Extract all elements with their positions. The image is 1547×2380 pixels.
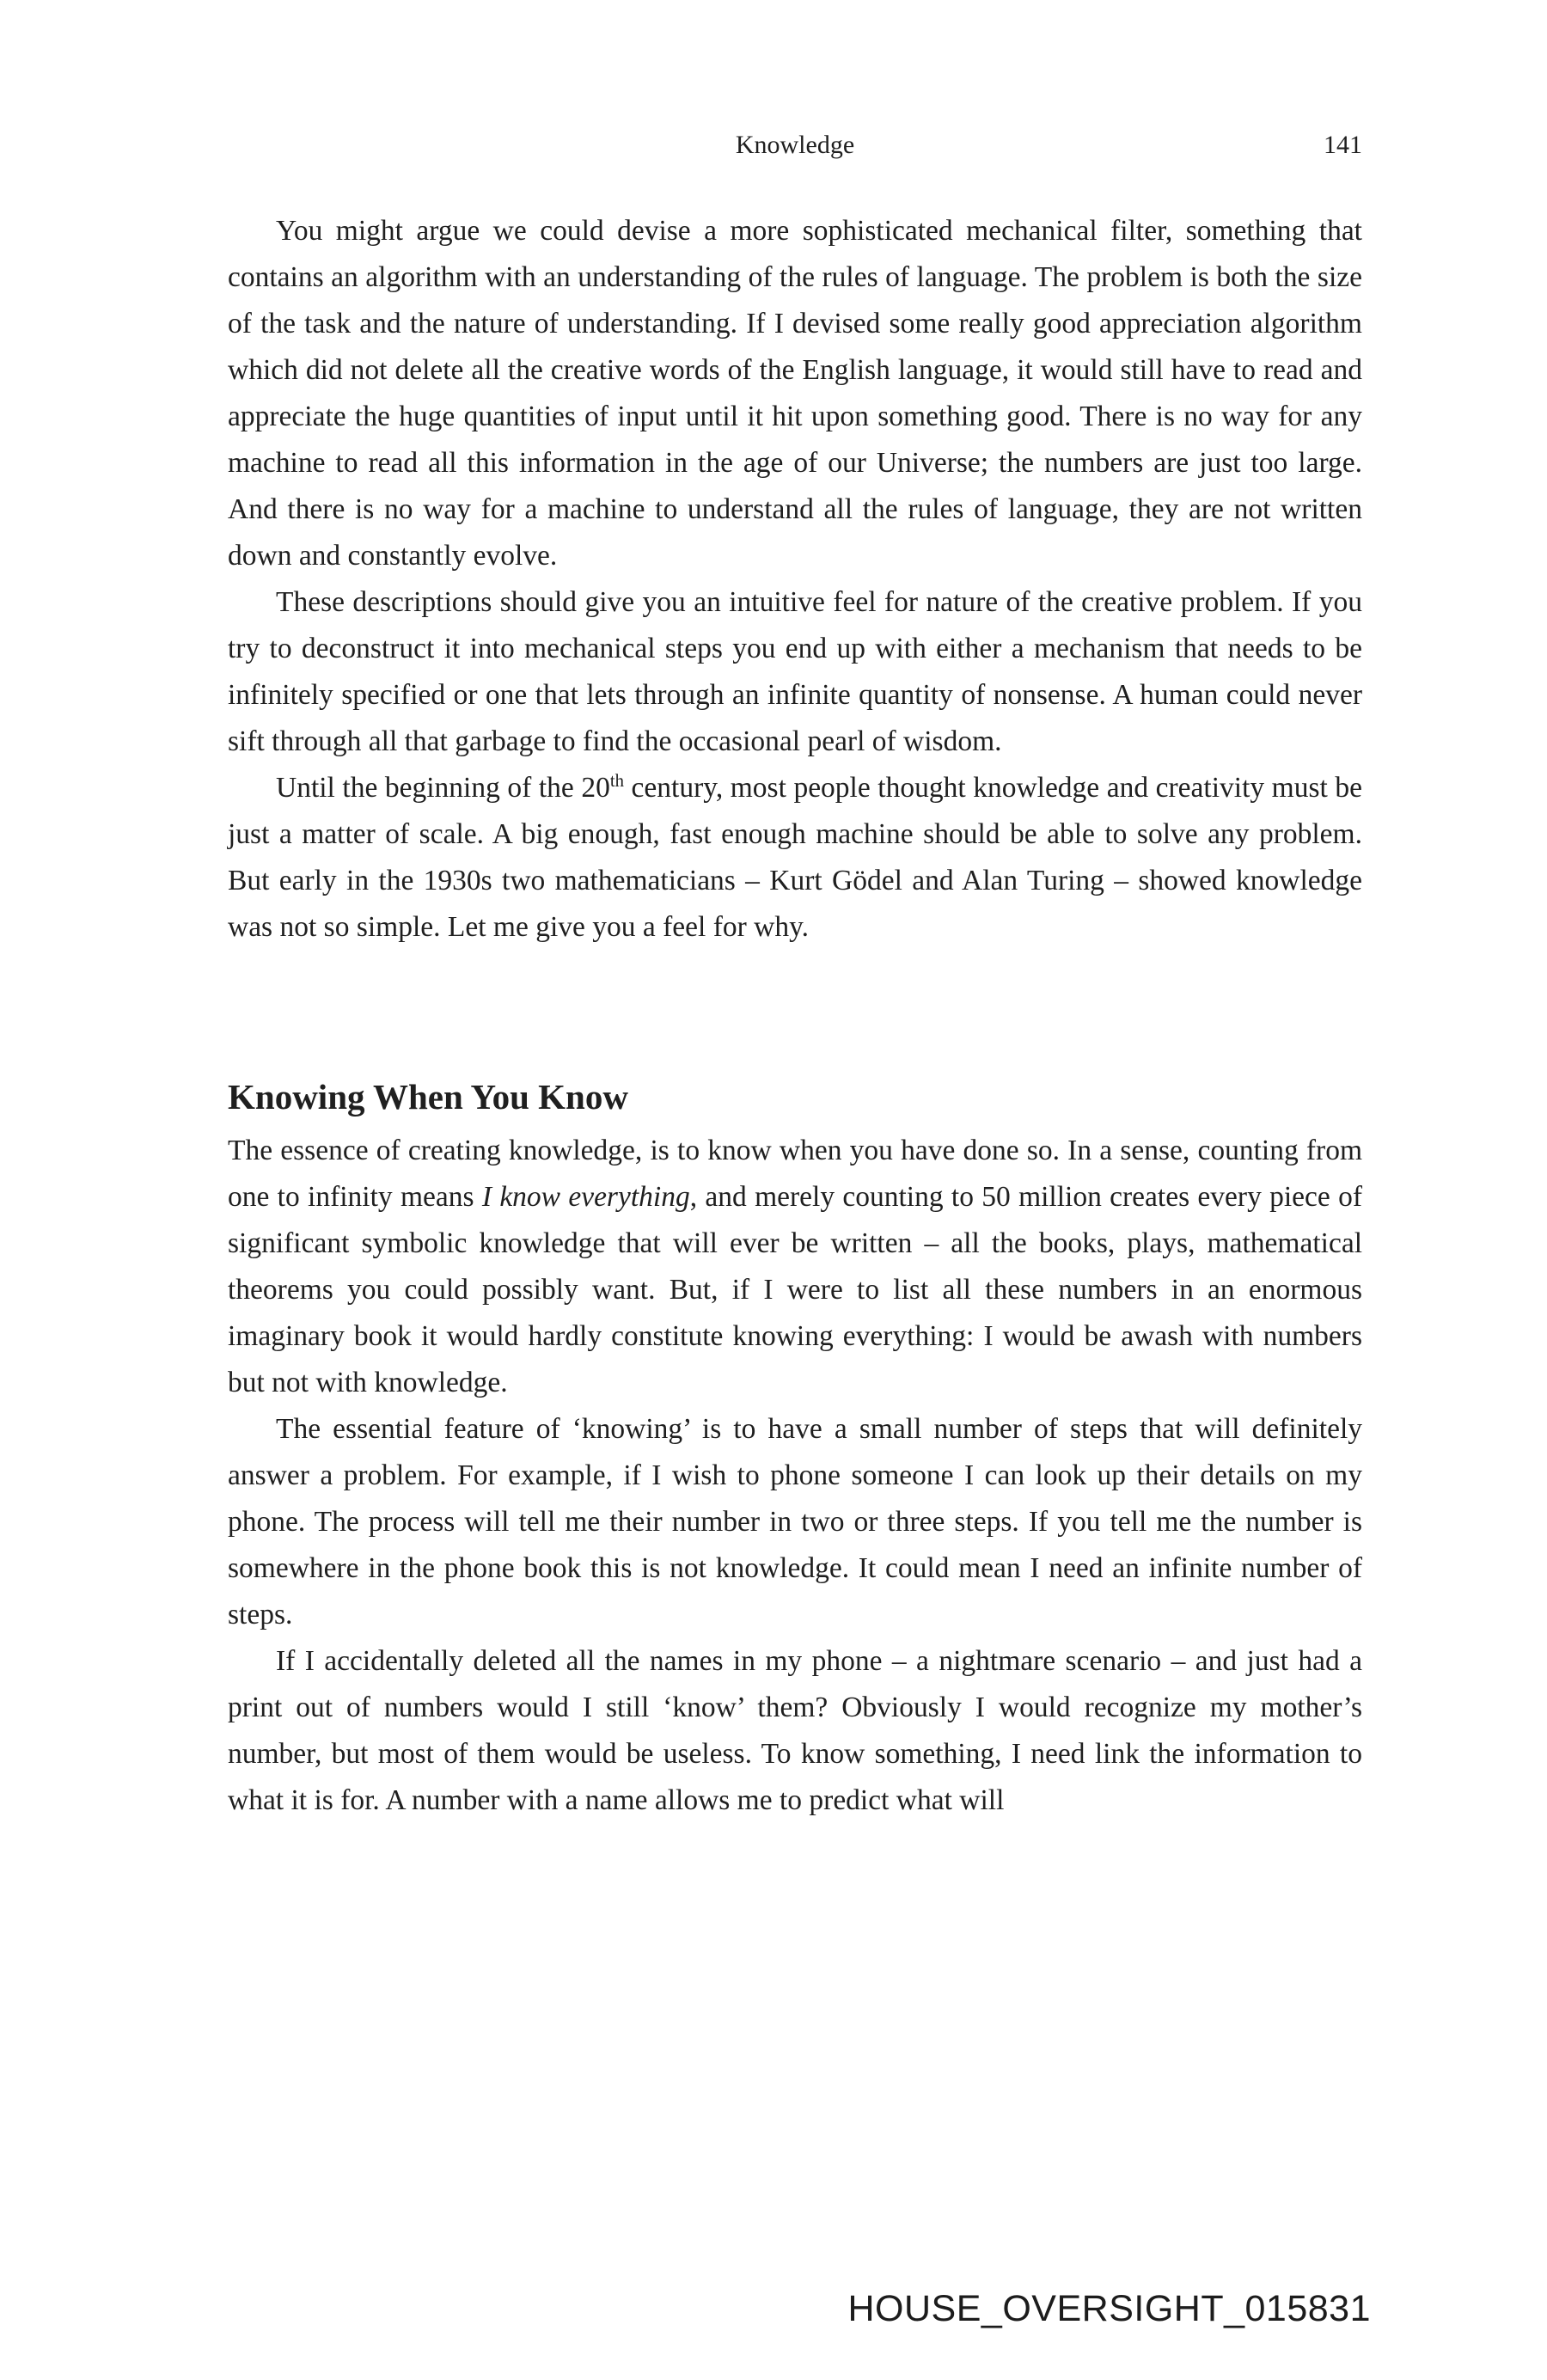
running-title: Knowledge: [735, 131, 855, 159]
body-paragraph: [228, 208, 1362, 579]
page-body: [228, 208, 1362, 1824]
watermark-stamp: HOUSE_OVERSIGHT_015831: [847, 2288, 1371, 2329]
text-run: You might argue we could devise a more sophisticated mechanical filter, something that contains an algorithm with an understanding of the rules of language. The problem is both the size of the task and the nature of understanding. If I devised some really good appreciation algorithm which did not delete all the creative words of the English language, it would still have to read and appreciate the huge quantities of input until it hit upon something good. There is no way for any machine to read all this information in the age of our Universe; the numbers are just too large. And there is no way for a machine to understand all the rules of language, they are not written down and constantly evolve.: [228, 215, 1362, 572]
text-run: Until the beginning of the 20: [276, 772, 610, 804]
body-paragraph: [228, 1128, 1362, 1406]
text-run: The essence of creating knowledge, is to know when you have done so. In a sense, counting from one to infinity means: [228, 1135, 1362, 1213]
page-number: 141: [1324, 131, 1362, 159]
superscript-text: th: [609, 770, 624, 791]
body-paragraph: [228, 1638, 1362, 1824]
body-paragraph: [228, 1406, 1362, 1638]
text-run: If I accidentally deleted all the names in my phone – a nightmare scenario – and just had a print out of numbers would I still ‘know’ them? Obviously I would recognize my mother’s number, but most of them would be useless. To know something, I need link the information to what it is for. A number with a name allows me to predict what will: [228, 1645, 1362, 1816]
italic-text: I know everything: [481, 1181, 690, 1213]
body-paragraph: [228, 765, 1362, 951]
text-run: These descriptions should give you an intuitive feel for nature of the creative problem. If you try to deconstruct it into mechanical steps you end up with either a mechanism that needs to be infinitely specified or one that lets through an infinite quantity of nonsense. A human could never sift through all that garbage to find the occasional pearl of wisdom.: [228, 586, 1362, 757]
section-heading: Knowing When You Know: [228, 1077, 628, 1117]
text-run: The essential feature of ‘knowing’ is to have a small number of steps that will definitely answer a problem. For example, if I wish to phone someone I can look up their details on my phone. The process will tell me their number in two or three steps. If you tell me the number is somewhere in the phone book this is not knowledge. It could mean I need an infinite number of steps.: [228, 1413, 1362, 1631]
text-run: , and merely counting to 50 million creates every piece of significant symbolic knowledge that will ever be written – all the books, plays, mathematical theorems you could possibly want. But, if I were to list all these numbers in an enormous imaginary book it would hardly constitute knowing everything: I would be awash with numbers but not with knowledge.: [228, 1181, 1362, 1398]
body-paragraph: [228, 579, 1362, 765]
text-run: century, most people thought knowledge and creativity must be just a matter of scale. A big enough, fast enough machine should be able to solve any problem. But early in the 1930s two mathematicians – Kurt Gödel and Alan Turing – showed knowledge was not so simple. Let me give you a feel for why.: [228, 772, 1362, 943]
running-header: [228, 127, 1362, 163]
